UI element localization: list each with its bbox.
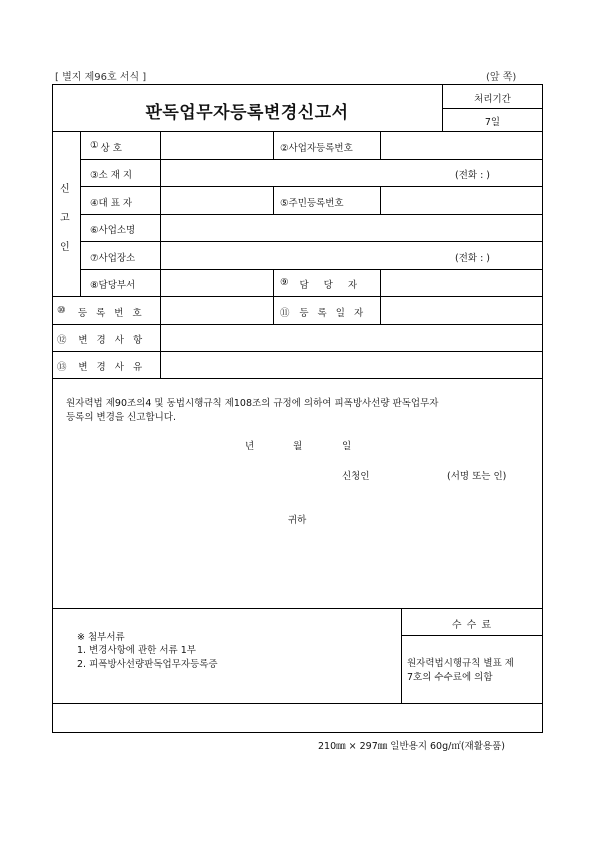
biz-reg-no-label: ②사업자등록번호	[280, 143, 353, 154]
processing-label: 처리기간	[474, 94, 511, 105]
fee-label: 수 수 료	[451, 620, 493, 631]
workplace-location-phone: (전화 : )	[455, 253, 491, 264]
reg-no-label: ⑩ 등 록 번 호	[57, 305, 145, 319]
attachment-item-2: 2. 피폭방사선량판독업무자등록증	[77, 659, 218, 670]
paper-spec-footer: 210㎜ × 297㎜ 일반용지 60g/㎡(재활용품)	[318, 741, 505, 752]
person-in-charge-field[interactable]	[381, 270, 542, 295]
applicant-group-label-3: 인	[60, 242, 70, 253]
processing-value: 7일	[484, 117, 501, 128]
company-label: ① 상 호	[90, 140, 122, 154]
reg-no-field[interactable]	[161, 297, 272, 323]
form-number: [ 별지 제96호 서식 ]	[55, 72, 147, 83]
biz-reg-no-field[interactable]	[381, 132, 542, 158]
applicant-group-label-2: 고	[60, 213, 70, 224]
signature-label: (서명 또는 인)	[447, 471, 507, 482]
resident-no-field[interactable]	[381, 187, 542, 213]
address-label: ③소 재 지	[90, 170, 133, 181]
applicant-group-label-1: 신	[60, 184, 70, 195]
resident-no-label: ⑤주민등록번호	[280, 198, 344, 209]
company-field[interactable]	[161, 132, 272, 158]
date-year: 년	[245, 441, 255, 452]
change-items-field[interactable]	[161, 325, 542, 350]
addressee: 귀하	[288, 515, 307, 526]
change-reason-field[interactable]	[161, 352, 542, 377]
date-month: 월	[293, 441, 303, 452]
representative-field[interactable]	[161, 187, 272, 213]
attachments-title: ※ 첨부서류	[77, 632, 125, 643]
workplace-location-label: ⑦사업장소	[90, 253, 136, 264]
declaration-line-2: 등록의 변경을 신고합니다.	[66, 412, 177, 423]
change-reason-label: ⑬ 변 경 사 유	[57, 362, 146, 373]
fee-line-1: 원자력법시행규칙 별표 제	[407, 658, 514, 669]
reg-date-label: ⑪ 등 록 일 자	[280, 308, 367, 319]
fee-line-2: 7호의 수수료에 의함	[407, 672, 493, 683]
workplace-name-field[interactable]	[161, 215, 542, 240]
workplace-name-label: ⑥사업소명	[90, 225, 136, 236]
applicant-label: 신청인	[342, 471, 370, 482]
attachment-item-1: 1. 변경사항에 관한 서류 1부	[77, 645, 196, 656]
department-field[interactable]	[161, 270, 272, 295]
address-phone: (전화 : )	[455, 170, 491, 181]
person-in-charge-label: ⑨ 담 당 자	[280, 277, 364, 291]
form-title: 판독업무자등록변경신고서	[145, 103, 349, 123]
date-day: 일	[342, 441, 352, 452]
reg-date-field[interactable]	[381, 297, 542, 323]
change-items-label: ⑫ 변 경 사 항	[57, 335, 146, 346]
page-side: (앞 쪽)	[486, 72, 517, 83]
department-label: ⑧담당부서	[90, 280, 136, 291]
declaration-line-1: 원자력법 제90조의4 및 동법시행규칙 제108조의 규정에 의하여 피폭방사선량 판독업무자	[66, 398, 439, 409]
representative-label: ④대 표 자	[90, 198, 133, 209]
